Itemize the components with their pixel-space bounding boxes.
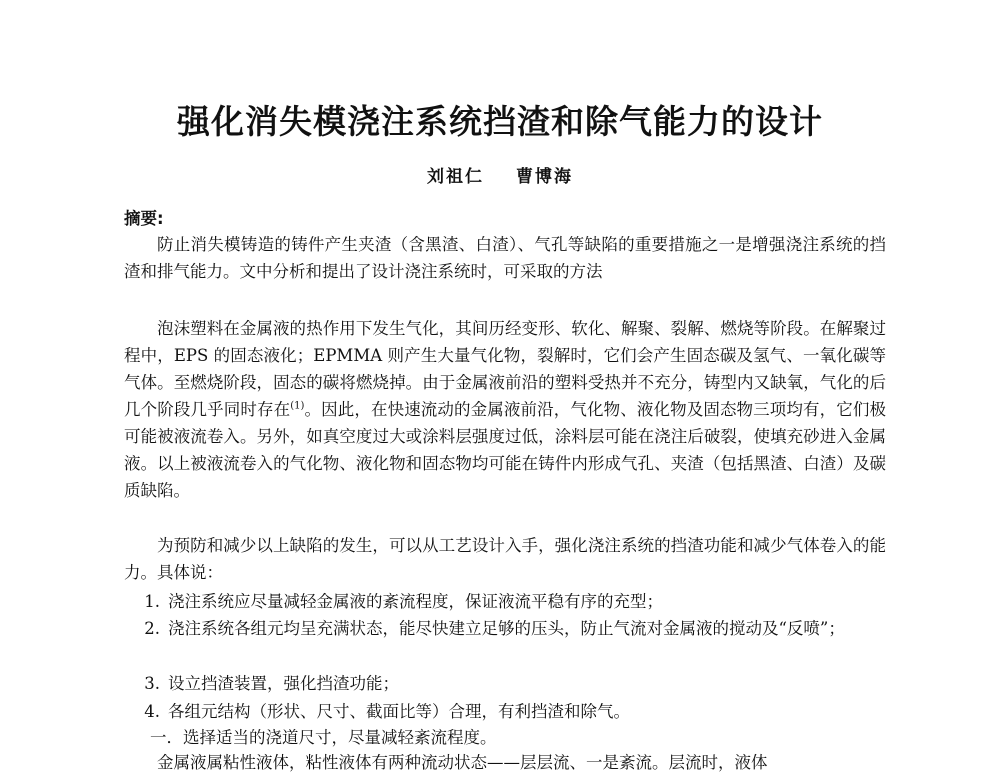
- paragraph-gasification: [124, 315, 886, 504]
- cut-off-line: 金属液属粘性液体，粘性液体有两种流动状态——层层流、一是紊流。层流时，液体: [157, 753, 768, 772]
- list-text: 浇注系统应尽量减轻金属液的紊流程度，保证液流平稳有序的充型；: [168, 592, 663, 611]
- paragraph-text-continued: 。因此，在快速流动的金属液前沿，气化物、液化物及固态物三项均有，它们极可能被液流卷入。另外，如真空度过大或涂料层强度过低，涂料层可能在浇注后破裂，使填充砂进入金属液。以上被液流卷入的气化物、液化物和固态物均可能在铸件内形成气孔、夹渣（包括黑渣、白渣）及碳质缺陷。: [124, 400, 887, 500]
- author-list: [0, 162, 1000, 187]
- abstract-label: 摘要:: [124, 209, 164, 228]
- list-text: 浇注系统各组元均呈充满状态，能尽快建立足够的压头，防止气流对金属液的搅动及“反喷”；: [168, 619, 845, 638]
- list-item: [124, 698, 886, 725]
- list-number: 3.: [144, 674, 160, 693]
- abstract-text: 防止消失模铸造的铸件产生夹渣（含黑渣、白渣）、气孔等缺陷的重要措施之一是增强浇注系统的挡渣和排气能力。文中分析和提出了设计浇注系统时，可采取的方法: [124, 235, 886, 281]
- paragraph-prevention: 为预防和减少以上缺陷的发生，可以从工艺设计入手，强化浇注系统的挡渣功能和减少气体卷入的能力。具体说：: [124, 536, 886, 582]
- list-number: 4.: [144, 702, 160, 721]
- paragraph-text: 泡沫塑料在金属液的热作用下发生气化，其间历经变形、软化、解聚、裂解、燃烧等阶段。在解聚过程中，EPS 的固态液化；EPMMA 则产生大量气化物，裂解时，它们会产生固态碳及氢气、一氧化碳等气体。至燃烧阶段，固态的碳将燃烧掉。由于金属液前沿的塑料受热并不充分，铸型内又缺氧，气化的后几个阶段几乎同时存在: [124, 319, 886, 419]
- list-text: 设立挡渣装置，强化挡渣功能；: [168, 674, 399, 693]
- section-heading: 一．选择适当的浇道尺寸，尽量减轻紊流程度。: [150, 728, 497, 747]
- list-number: 2.: [144, 619, 160, 638]
- list-item: [124, 670, 886, 697]
- author-name: 刘祖仁: [427, 167, 484, 187]
- reference-marker: (1): [290, 400, 305, 412]
- list-text: 各组元结构（形状、尺寸、截面比等）合理，有利挡渣和除气。: [168, 702, 630, 721]
- list-item: [124, 615, 886, 642]
- list-item: [124, 588, 886, 615]
- author-name: 曹博海: [516, 167, 573, 187]
- list-number: 1.: [144, 592, 160, 611]
- paper-title: 强化消失模浇注系统挡渣和除气能力的设计: [177, 102, 823, 141]
